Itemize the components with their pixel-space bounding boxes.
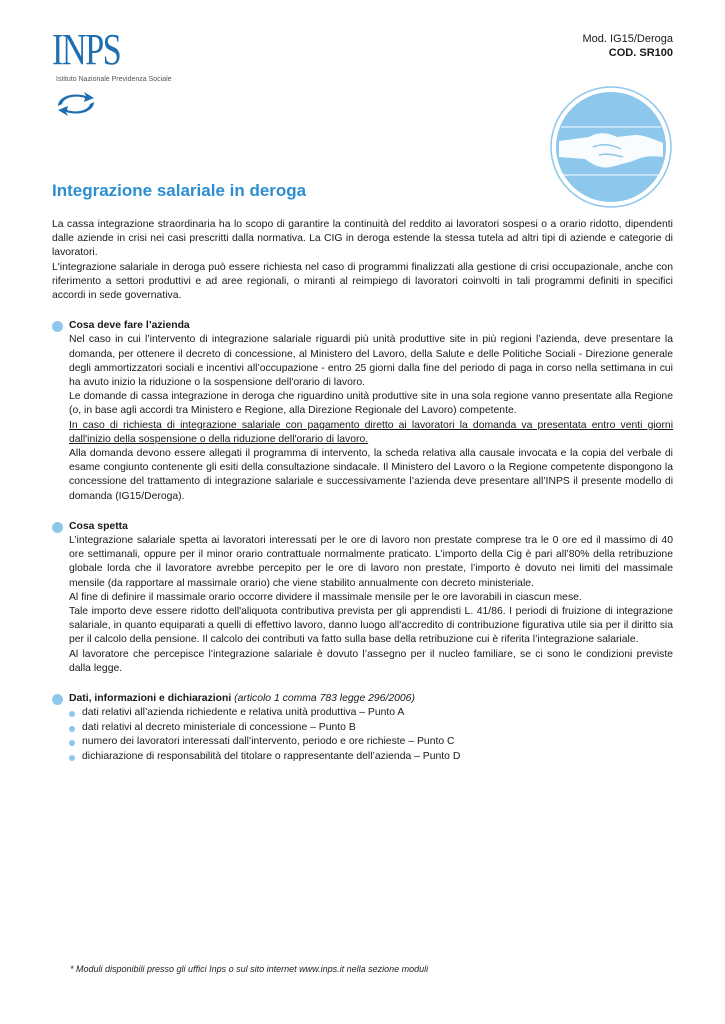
section-cosa-spetta — [52, 520, 673, 676]
logo-swirl-icon — [52, 88, 100, 120]
bullet-dot-icon — [69, 740, 75, 746]
section1-paragraph: Le domande di cassa integrazione in deroga che riguardino unità produttive site in una sola regione vanno presentate alla Regione (o, in base agli accordi tra Ministero e Regione, alla Direzione Regionale del Lavoro) competente. — [69, 391, 673, 417]
section-heading: Cosa deve fare l’azienda — [52, 319, 673, 333]
section1-paragraph: Alla domanda devono essere allegati il programma di intervento, la scheda relativa alla causale invocata e la copia del verbale di esame congiunto contenente gli esiti della consultazione sindacale. Il Ministero del Lavoro o la Regione competente dispongono la concessione del trattamento di integrazione salariale e successivamente l’azienda deve presentare all’INPS il presente modello di domanda (IG15/Deroga). — [69, 448, 673, 502]
page-title: Integrazione salariale in deroga — [52, 181, 307, 200]
handshake-emblem-icon — [549, 85, 673, 209]
section2-paragraph: Tale importo deve essere ridotto dell'aliquota contributiva prevista per gli apprendisti L. 41/86. I periodi di fruizione di integrazione salariale, in quanto equiparati a quelli di effettivo lavoro, danno luogo all'accredito di contribuzione figurativa utile sia per il diritto sia per il calcolo della pensione. Il calcolo dei contributi va fatto sulla base della retribuzione cui è riferita l’integrazione salariale. — [69, 606, 673, 646]
form-code-block — [583, 32, 674, 60]
bullet-dot-icon — [69, 711, 75, 717]
cod-label: COD. SR100 — [608, 47, 673, 59]
intro-paragraph-2: L'integrazione salariale in deroga può essere richiesta nel caso di programmi finalizzati alla gestione di crisi occupazionale, anche con riferimento a settori produttivi e ad aree regionali, o miranti al reimpiego di lavoratori coinvolti in tali programmi definiti in specifici accordi in sede governativa. — [52, 261, 673, 302]
bullet-dot-icon — [69, 726, 75, 732]
mod-label: Mod. IG15/Deroga — [582, 33, 673, 45]
list-item: dati relativi al decreto ministeriale di concessione – Punto B — [69, 721, 673, 735]
section-cosa-deve-fare — [52, 319, 673, 504]
data-list — [52, 706, 673, 764]
section1-underlined-paragraph: In caso di richiesta di integrazione salariale con pagamento diretto ai lavoratori la domanda va presentata entro venti giorni dall'inizio della sospensione o della riduzione dell'orario di lavoro. — [69, 419, 673, 445]
bullet-dot-icon — [52, 522, 63, 533]
inps-logo — [52, 25, 172, 83]
heading-note: (articolo 1 comma 783 legge 296/2006) — [234, 693, 415, 705]
footnote: * Moduli disponibili presso gli uffici Inps o sul sito internet www.inps.it nella sezione moduli — [70, 964, 429, 974]
intro-paragraph-1: La cassa integrazione straordinaria ha lo scopo di garantire la continuità del reddito ai lavoratori sospesi o a orario ridotto, dipendenti dalle aziende in crisi nei casi prescritti dalla normativa. La CIG in deroga estende la stessa tutela ad altri tipi di aziende e categorie di lavoratori. — [52, 219, 673, 259]
logo-wordmark: INPS — [52, 25, 121, 74]
section-heading: Dati, informazioni e dichiarazioni (articolo 1 comma 783 legge 296/2006) — [52, 692, 673, 706]
list-item: numero dei lavoratori interessati dall’intervento, periodo e ore richieste – Punto C — [69, 735, 673, 749]
section2-paragraph: Al lavoratore che percepisce l’integrazione salariale è dovuto l’assegno per il nucleo familiare, se ci sono le condizioni previste dalla legge. — [69, 648, 673, 674]
section2-paragraph: Al fine di definire il massimale orario occorre dividere il massimale mensile per le ore lavorabili in ciascun mese. — [69, 591, 582, 603]
bullet-dot-icon — [69, 755, 75, 761]
bullet-dot-icon — [52, 694, 63, 705]
section-heading: Cosa spetta — [52, 520, 673, 534]
list-item: dati relativi all’azienda richiedente e relativa unità produttiva – Punto A — [69, 706, 673, 720]
list-item: dichiarazione di responsabilità del titolare o rappresentante dell’azienda – Punto D — [69, 750, 673, 764]
document-body — [52, 218, 673, 764]
section-dati-informazioni — [52, 692, 673, 764]
section2-paragraph: L’integrazione salariale spetta ai lavoratori interessati per le ore di lavoro non prestate comprese tra le 0 ore ed il massimo di 40 ore settimanali, oppure per il minor orario contrattuale normalmente praticato. L’importo della Cig è pari all’80% della retribuzione globale lorda che il lavoratore avrebbe percepito per le ore di lavoro non prestate, l’importo è dovuto nei limiti del massimale mensile (da rapportare al massimale orario) che viene stabilito annualmente con decreto ministeriale. — [69, 535, 673, 589]
section1-paragraph: Nel caso in cui l’intervento di integrazione salariale riguardi più unità produttive site in più regioni l’azienda, deve presentare la domanda, per ottenere il decreto di concessione, al Ministero del Lavoro, della Salute e delle Politiche Sociali - Direzione generale degli ammortizzatori sociali e incentivi all’occupazione - entro 25 giorni dalla fine del periodo di paga in corso nella settimana in cui ha avuto inizio la riduzione o la sospensione dell'orario di lavoro. — [69, 334, 673, 389]
logo-subtitle: Istituto Nazionale Previdenza Sociale — [56, 76, 172, 83]
bullet-dot-icon — [52, 321, 63, 332]
